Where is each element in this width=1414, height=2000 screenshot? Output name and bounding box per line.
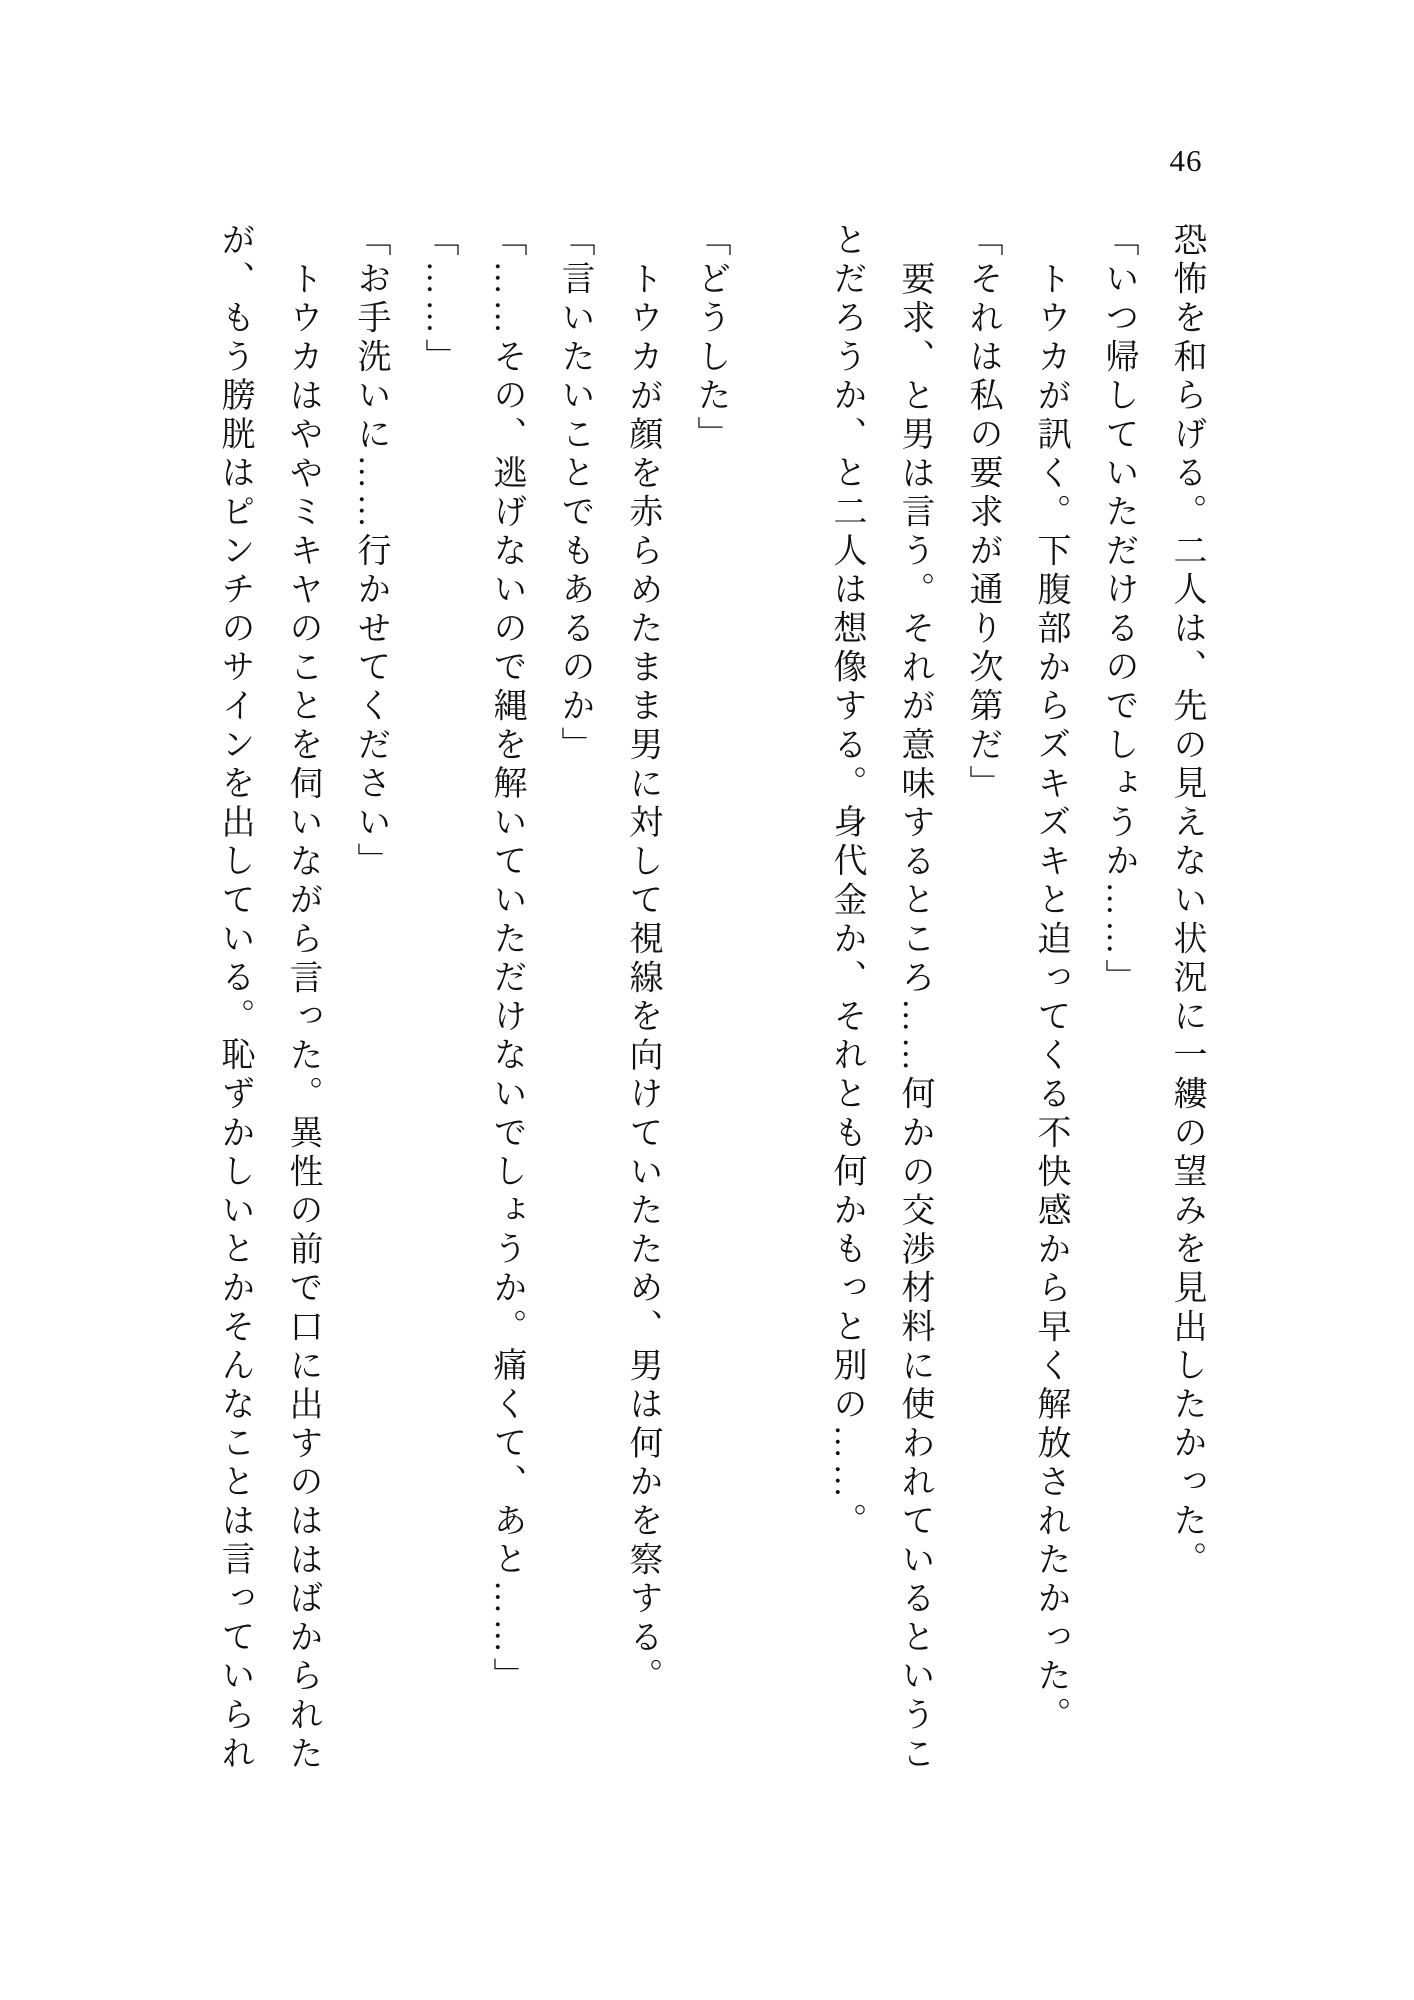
text-line: トウカが顔を赤らめたまま男に対して視線を向けていたため、男は何かを察する。: [624, 261, 661, 1697]
text-line: 恐怖を和らげる。二人は、先の見えない状況に一縷の望みを見出したかった。: [1168, 222, 1205, 1580]
text-line: 「……その、逃げないので縄を解いていただけないでしょうか。痛くて、あと……」: [488, 222, 525, 1697]
blank-line: [744, 222, 812, 1842]
text-line: トウカが訊く。下腹部からズキズキと迫ってくる不快感から早く解放されたかった。: [1032, 261, 1069, 1736]
text-line: 「どうした」: [692, 222, 729, 455]
text-line: とだろうか、と二人は想像する。身代金か、それとも何かもっと別の……。: [828, 222, 865, 1542]
text-line: 「……」: [420, 222, 457, 378]
text-line: 「それは私の要求が通り次第だ」: [964, 222, 1001, 804]
text-line: 「いつ帰していただけるのでしょうか……」: [1100, 222, 1137, 998]
text-line: 「言いたいことでもあるのか」: [556, 222, 593, 766]
page-number: 46: [1169, 143, 1203, 178]
text-line: 要求、と男は言う。それが意味するところ……何かの交渉材料に使われているというこ: [896, 261, 933, 1775]
text-line: トウカはややミキヤのことを伺いながら言った。異性の前で口に出すのははばかられた: [284, 261, 321, 1775]
text-block: [200, 222, 1220, 1842]
text-line: 「お手洗いに……行かせてください」: [352, 222, 389, 882]
text-line: が、もう膀胱はピンチのサインを出している。恥ずかしいとかそんなことは言っていられ: [216, 222, 253, 1774]
